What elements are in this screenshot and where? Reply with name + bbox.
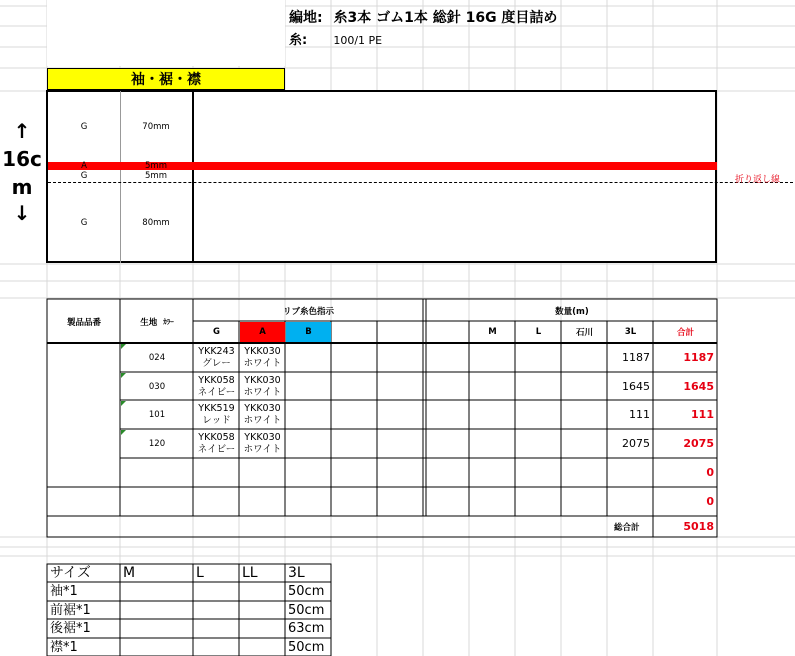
row-qty-total: 2075 (683, 437, 714, 450)
col-rib-header: リブ糸色指示 (282, 306, 334, 317)
diagram-code-1: G (80, 122, 88, 132)
diagram-code-3: G (80, 171, 88, 181)
size-header-3l: 3L (288, 565, 305, 581)
row-qty-total: 0 (706, 466, 714, 479)
row-qty-total: 0 (706, 495, 714, 508)
row-qty-3l[interactable]: 2075 (622, 437, 650, 450)
size-row-3l[interactable]: 50cm (288, 640, 325, 655)
row-a-color: ホワイト (243, 358, 282, 369)
height-text-2: m (11, 175, 33, 199)
col-product-header: 製品品番 (66, 317, 101, 328)
size-row-3l[interactable]: 50cm (288, 584, 325, 599)
diagram-code-2: A (81, 161, 87, 171)
row-g-color: レッド (202, 415, 231, 426)
qty-col-ishikawa: 石川 (575, 328, 593, 338)
row-color-code[interactable]: 120 (148, 439, 166, 449)
row-g-code: YKK058 (198, 432, 235, 443)
yarn-label: 糸: (289, 33, 308, 48)
size-row-label: 襟*1 (50, 640, 78, 655)
row-a-color: ホワイト (243, 444, 282, 455)
size-header-m: M (123, 565, 136, 581)
row-g-code: YKK243 (198, 346, 235, 357)
row-color-code[interactable]: 030 (148, 381, 166, 392)
size-row-label: 前裾*1 (50, 603, 91, 618)
row-qty-3l[interactable]: 1645 (622, 380, 650, 393)
size-header-l: L (196, 565, 204, 581)
up-arrow-icon: ↑ (13, 119, 31, 143)
row-color-code[interactable]: 101 (148, 410, 166, 420)
row-g-color: ネイビー (197, 444, 236, 455)
qty-col-m: M (488, 327, 497, 337)
row-g-color: グレー (202, 358, 231, 369)
yarn-value: 100/1 PE (333, 34, 383, 47)
diagram-size-4: 80mm (142, 218, 170, 228)
row-g-color: ネイビー (197, 386, 236, 398)
row-a-code: YKK030 (244, 432, 281, 443)
rib-col-a: A (240, 322, 285, 342)
knit-spec-value: 糸3本 ゴム1本 総針 16G 度目詰め (333, 10, 558, 26)
height-text-1: 16c (2, 147, 42, 171)
row-qty-total: 1645 (683, 380, 714, 393)
size-row-3l[interactable]: 50cm (288, 603, 325, 618)
grand-total-value: 5018 (683, 520, 714, 533)
qty-col-l: L (535, 327, 542, 337)
row-g-code: YKK058 (198, 374, 235, 386)
rib-col-g: G (213, 327, 220, 337)
down-arrow-icon: ↓ (13, 201, 31, 225)
qty-col-3l: 3L (624, 327, 637, 337)
knit-spec-label: 編地: (289, 10, 323, 26)
diagram-size-2: 5mm (145, 161, 167, 171)
row-a-code: YKK030 (244, 374, 281, 386)
row-a-color: ホワイト (243, 415, 282, 426)
row-qty-3l[interactable]: 111 (629, 408, 650, 421)
row-a-color: ホワイト (243, 386, 282, 398)
row-color-code[interactable]: 024 (148, 353, 166, 363)
row-g-code: YKK519 (198, 403, 235, 414)
grand-total-label: 総合計 (614, 523, 640, 533)
qty-col-total: 合計 (676, 328, 694, 338)
diagram-size-1: 70mm (142, 122, 170, 132)
row-qty-total: 1187 (683, 351, 714, 364)
diagram-code-4: G (80, 218, 88, 228)
row-a-code: YKK030 (244, 346, 281, 357)
col-qty-header: 数量(m) (555, 306, 589, 317)
col-color-label: ｶﾗｰ (163, 317, 174, 326)
size-header-label: サイズ (50, 565, 91, 581)
col-fabric-label: 生地 (140, 317, 158, 328)
row-qty-total: 111 (691, 408, 714, 421)
row-a-code: YKK030 (244, 403, 281, 414)
fold-label: 折り返し線 (735, 175, 781, 185)
size-row-label: 後裾*1 (50, 621, 91, 636)
row-qty-3l[interactable]: 1187 (622, 351, 650, 364)
diagram-size-3: 5mm (145, 171, 167, 181)
size-header-ll: LL (242, 565, 258, 581)
section-title: 袖・裾・襟 (47, 68, 285, 90)
size-row-3l[interactable]: 63cm (288, 621, 325, 636)
rib-col-b: B (286, 322, 331, 342)
size-row-label: 袖*1 (50, 584, 78, 599)
